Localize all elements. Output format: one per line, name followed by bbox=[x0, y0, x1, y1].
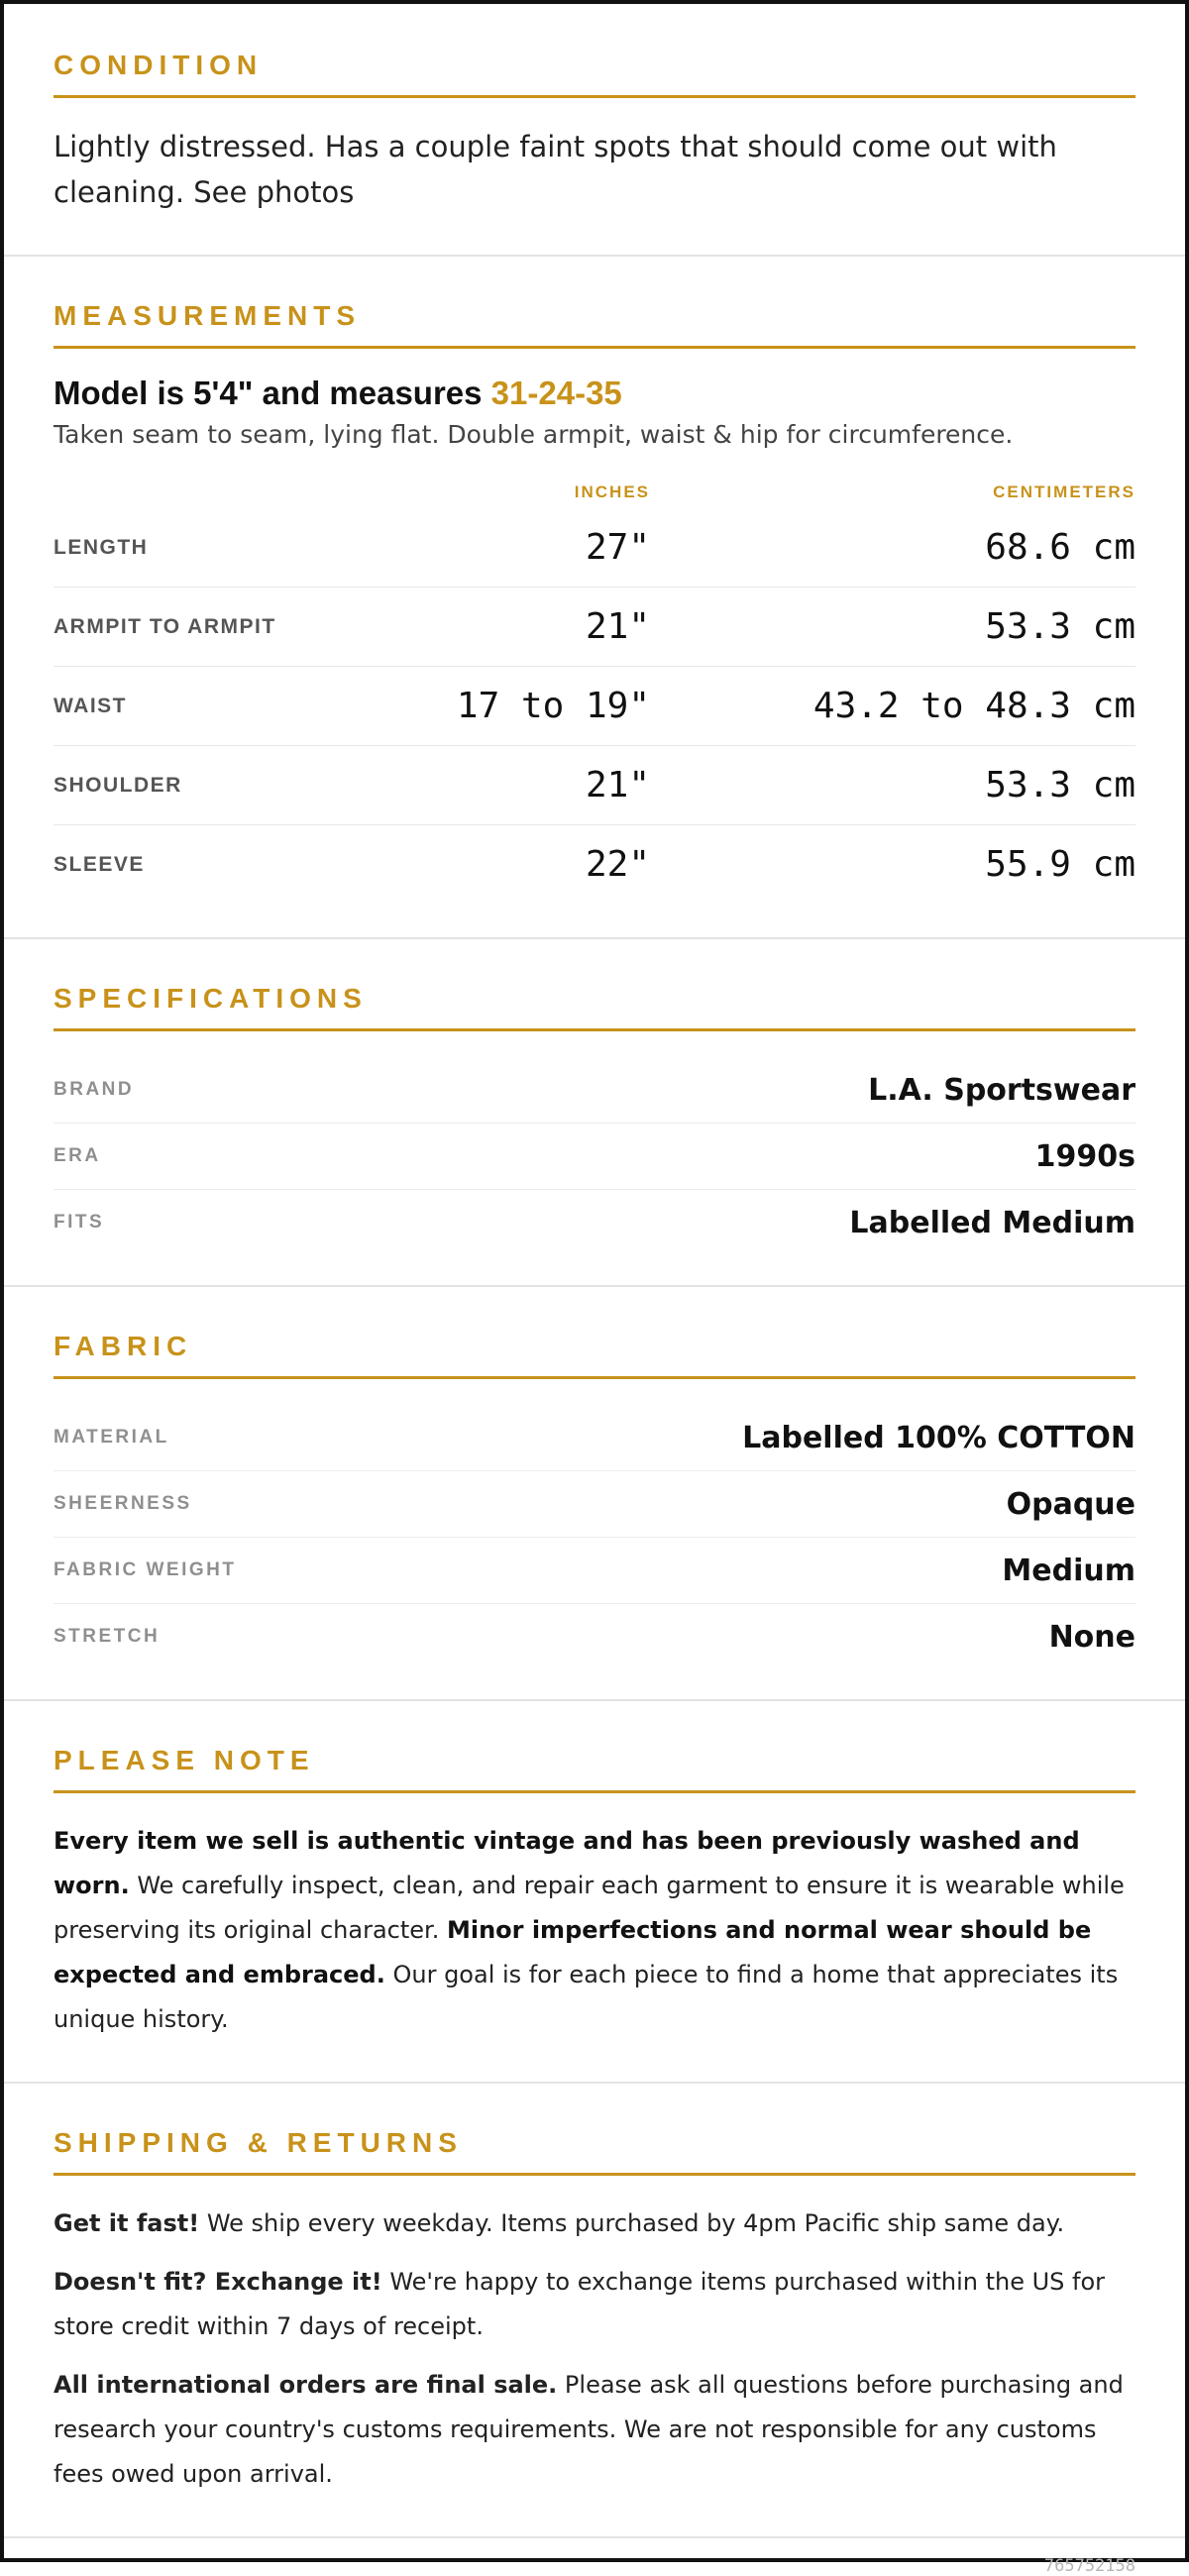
measurement-row bbox=[54, 825, 1135, 904]
measurement-cm: 53.3 cm bbox=[985, 765, 1135, 805]
fabric-row-material bbox=[54, 1405, 1135, 1471]
spec-row-fits bbox=[54, 1190, 1135, 1255]
please-note-section bbox=[4, 1701, 1185, 2084]
measurement-inches: 22" bbox=[585, 844, 650, 885]
measurement-note: Taken seam to seam, lying flat. Double armpit, waist & hip for circumference. bbox=[54, 420, 1014, 449]
spec-row-brand bbox=[54, 1057, 1135, 1124]
shipping-bold-1: Get it fast! bbox=[54, 2209, 200, 2237]
specifications-title: SPECIFICATIONS bbox=[54, 983, 1135, 1031]
model-prefix: Model is 5'4" and measures bbox=[54, 375, 491, 411]
shipping-title: SHIPPING & RETURNS bbox=[54, 2127, 1135, 2176]
condition-section bbox=[4, 4, 1185, 257]
measurement-label: SHOULDER bbox=[54, 773, 182, 797]
condition-title: CONDITION bbox=[54, 50, 1135, 98]
model-measures: 31-24-35 bbox=[490, 375, 622, 411]
please-note-title: PLEASE NOTE bbox=[54, 1745, 1135, 1793]
measurement-inches: 21" bbox=[585, 765, 650, 805]
measurement-label: SLEEVE bbox=[54, 852, 145, 876]
fabric-label: FABRIC WEIGHT bbox=[54, 1559, 237, 1580]
measurement-inches: 27" bbox=[585, 527, 650, 568]
inches-column-header: INCHES bbox=[574, 483, 650, 501]
note-bold-2: Minor imperfections and normal wear should be expected and embraced. bbox=[54, 1916, 1092, 1988]
spec-value: Labelled Medium bbox=[849, 1205, 1135, 1240]
specifications-section bbox=[4, 939, 1185, 1287]
measurement-row bbox=[54, 508, 1135, 588]
measurement-row bbox=[54, 667, 1135, 746]
please-note-text bbox=[54, 1819, 1135, 2042]
fabric-row-weight bbox=[54, 1538, 1135, 1604]
measurement-label: LENGTH bbox=[54, 535, 149, 559]
shipping-bold-2: Doesn't fit? Exchange it! bbox=[54, 2268, 382, 2296]
shipping-paragraph-3 bbox=[54, 2363, 1135, 2497]
shipping-text-3: Please ask all questions before purchasing and research your country's customs requirements. We are not responsible for any customs fees owed upon arrival. bbox=[54, 2371, 1124, 2488]
measurements-section bbox=[4, 257, 1185, 939]
shipping-paragraph-2 bbox=[54, 2260, 1135, 2349]
note-text-1: We carefully inspect, clean, and repair each garment to ensure it is wearable while preserving its original character. bbox=[54, 1872, 1125, 1944]
spec-value: L.A. Sportswear bbox=[868, 1072, 1135, 1108]
spec-row-era bbox=[54, 1124, 1135, 1190]
shipping-bold-3: All international orders are final sale. bbox=[54, 2371, 558, 2399]
condition-text: Lightly distressed. Has a couple faint spots that should come out with cleaning. See photos bbox=[54, 130, 1057, 209]
measurement-table bbox=[54, 508, 1135, 904]
note-text-2: Our goal is for each piece to find a home that appreciates its unique history. bbox=[54, 1961, 1119, 2033]
model-measures-line bbox=[54, 375, 1135, 412]
spec-label: BRAND bbox=[54, 1079, 135, 1100]
fabric-value: None bbox=[1048, 1619, 1135, 1655]
spec-value: 1990s bbox=[1034, 1138, 1135, 1174]
measurement-cm: 55.9 cm bbox=[985, 844, 1135, 885]
measurement-cm: 43.2 to 48.3 cm bbox=[812, 686, 1135, 726]
measurement-inches: 21" bbox=[585, 606, 650, 647]
measurement-row bbox=[54, 746, 1135, 825]
shipping-paragraph-1 bbox=[54, 2201, 1135, 2246]
fabric-label: SHEERNESS bbox=[54, 1493, 192, 1514]
measurement-label: ARMPIT TO ARMPIT bbox=[54, 614, 276, 638]
product-id: 765752158 bbox=[1043, 2556, 1135, 2576]
fabric-value: Opaque bbox=[1006, 1486, 1135, 1522]
spec-label: ERA bbox=[54, 1145, 101, 1166]
fabric-section bbox=[4, 1287, 1185, 1701]
note-bold-1: Every item we sell is authentic vintage and has been previously washed and worn. bbox=[54, 1827, 1080, 1899]
measurement-cm: 53.3 cm bbox=[985, 606, 1135, 647]
fabric-value: Medium bbox=[1002, 1553, 1135, 1588]
shipping-text-1: We ship every weekday. Items purchased by 4pm Pacific ship same day. bbox=[199, 2209, 1065, 2237]
fabric-row-sheerness bbox=[54, 1471, 1135, 1538]
centimeters-column-header: CENTIMETERS bbox=[993, 483, 1135, 501]
fabric-title: FABRIC bbox=[54, 1331, 1135, 1379]
measurement-header bbox=[54, 483, 1135, 502]
measurement-inches: 17 to 19" bbox=[456, 686, 650, 726]
fabric-label: MATERIAL bbox=[54, 1427, 169, 1448]
measurement-row bbox=[54, 588, 1135, 667]
shipping-text-2: We're happy to exchange items purchased within the US for store credit within 7 days of receipt. bbox=[54, 2268, 1106, 2340]
measurement-cm: 68.6 cm bbox=[985, 527, 1135, 568]
shipping-section bbox=[4, 2084, 1185, 2538]
fabric-value: Labelled 100% COTTON bbox=[742, 1420, 1135, 1455]
fabric-label: STRETCH bbox=[54, 1626, 161, 1647]
measurements-title: MEASUREMENTS bbox=[54, 300, 1135, 349]
fabric-row-stretch bbox=[54, 1604, 1135, 1669]
measurement-label: WAIST bbox=[54, 694, 127, 717]
spec-label: FITS bbox=[54, 1212, 105, 1233]
